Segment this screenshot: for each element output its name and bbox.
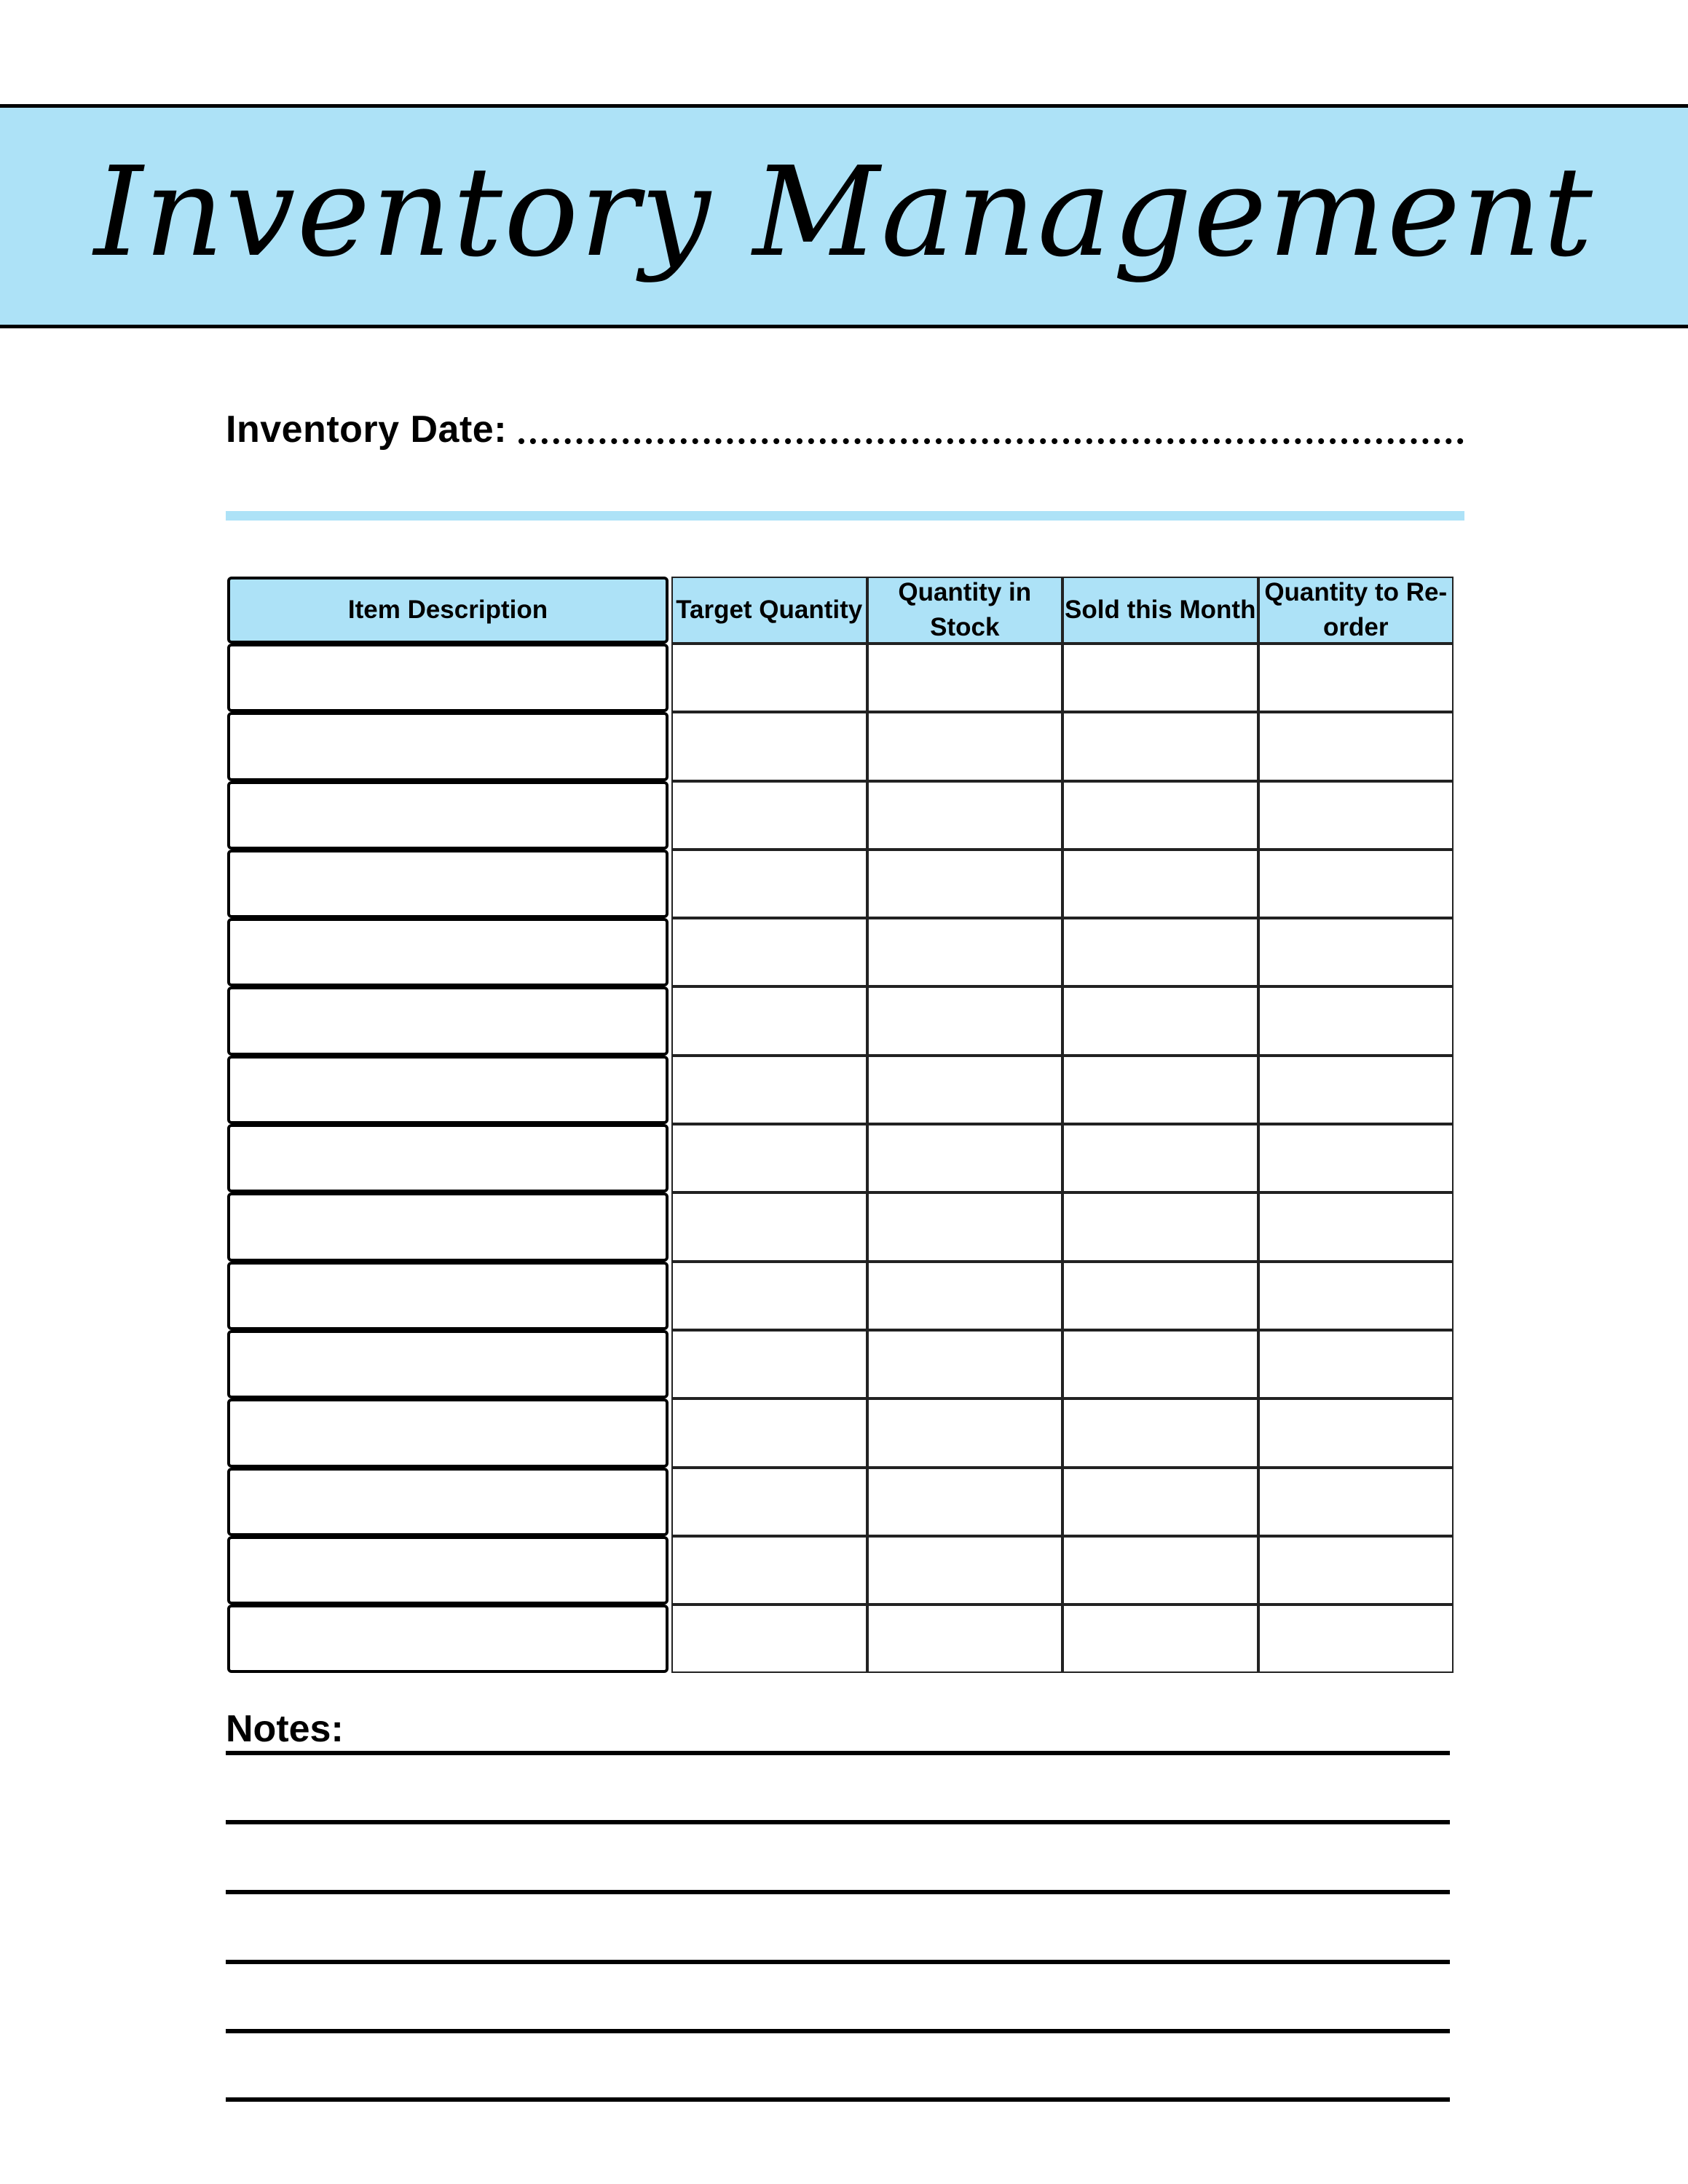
item-description-cell[interactable] (227, 850, 669, 918)
item-description-cell[interactable] (227, 986, 669, 1055)
quantity-cell[interactable] (1062, 1330, 1258, 1398)
quantity-cell[interactable] (1062, 1536, 1258, 1605)
notes-line[interactable] (226, 2029, 1450, 2033)
quantity-cell[interactable] (671, 986, 867, 1055)
notes-label: Notes: (226, 1708, 344, 1750)
inventory-date-row (226, 408, 1464, 451)
table-row (227, 1192, 1454, 1261)
table-row (227, 1056, 1454, 1124)
quantity-cell[interactable] (867, 644, 1063, 712)
item-description-cell[interactable] (227, 712, 669, 780)
quantity-cell[interactable] (1062, 1605, 1258, 1673)
column-header: Item Description (227, 577, 669, 644)
quantity-cell[interactable] (1258, 712, 1454, 780)
item-description-cell[interactable] (227, 1192, 669, 1261)
table-row (227, 712, 1454, 780)
notes-line[interactable] (226, 1960, 1450, 1964)
quantity-cell[interactable] (1062, 1124, 1258, 1192)
quantity-cell[interactable] (1062, 781, 1258, 850)
table-row (227, 644, 1454, 712)
item-description-cell[interactable] (227, 1056, 669, 1124)
item-description-cell[interactable] (227, 644, 669, 712)
quantity-cell[interactable] (671, 644, 867, 712)
quantity-cell[interactable] (1258, 644, 1454, 712)
item-description-cell[interactable] (227, 781, 669, 850)
quantity-cell[interactable] (671, 1536, 867, 1605)
table-row (227, 918, 1454, 986)
table-row (227, 850, 1454, 918)
quantity-cell[interactable] (867, 850, 1063, 918)
table-row (227, 1605, 1454, 1673)
item-description-cell[interactable] (227, 1468, 669, 1536)
column-header: Quantity in Stock (867, 577, 1063, 644)
notes-line[interactable] (226, 2097, 1450, 2102)
item-description-cell[interactable] (227, 1536, 669, 1605)
page-title: Inventory Management (93, 141, 1595, 285)
quantity-cell[interactable] (1258, 1536, 1454, 1605)
quantity-cell[interactable] (867, 1605, 1063, 1673)
quantity-cell[interactable] (671, 1056, 867, 1124)
quantity-cell[interactable] (867, 986, 1063, 1055)
item-description-cell[interactable] (227, 1262, 669, 1330)
quantity-cell[interactable] (1062, 918, 1258, 986)
quantity-cell[interactable] (1258, 1468, 1454, 1536)
quantity-cell[interactable] (1062, 712, 1258, 780)
item-description-cell[interactable] (227, 1330, 669, 1398)
quantity-cell[interactable] (867, 1536, 1063, 1605)
table-row (227, 781, 1454, 850)
table-row (227, 1468, 1454, 1536)
quantity-cell[interactable] (1062, 1398, 1258, 1467)
quantity-cell[interactable] (1258, 1330, 1454, 1398)
quantity-cell[interactable] (671, 781, 867, 850)
table-row (227, 1536, 1454, 1605)
quantity-cell[interactable] (867, 1468, 1063, 1536)
quantity-cell[interactable] (1258, 781, 1454, 850)
item-description-cell[interactable] (227, 918, 669, 986)
inventory-date-label: Inventory Date: (226, 408, 508, 451)
table-row (227, 1262, 1454, 1330)
quantity-cell[interactable] (1062, 986, 1258, 1055)
quantity-cell[interactable] (1062, 850, 1258, 918)
quantity-cell[interactable] (671, 1330, 867, 1398)
quantity-cell[interactable] (1062, 644, 1258, 712)
item-description-cell[interactable] (227, 1398, 669, 1467)
inventory-table (227, 577, 1454, 1673)
quantity-cell[interactable] (1062, 1056, 1258, 1124)
quantity-cell[interactable] (867, 1192, 1063, 1261)
item-description-cell[interactable] (227, 1605, 669, 1673)
table-row (227, 1124, 1454, 1192)
quantity-cell[interactable] (867, 1330, 1063, 1398)
quantity-cell[interactable] (671, 1468, 867, 1536)
quantity-cell[interactable] (867, 1398, 1063, 1467)
item-description-cell[interactable] (227, 1124, 669, 1192)
notes-line[interactable] (226, 1890, 1450, 1894)
quantity-cell[interactable] (671, 1262, 867, 1330)
quantity-cell[interactable] (1258, 1124, 1454, 1192)
quantity-cell[interactable] (671, 1398, 867, 1467)
quantity-cell[interactable] (671, 712, 867, 780)
notes-line[interactable] (226, 1820, 1450, 1824)
quantity-cell[interactable] (867, 1056, 1063, 1124)
quantity-cell[interactable] (1258, 850, 1454, 918)
table-header-row (227, 577, 1454, 644)
quantity-cell[interactable] (867, 1124, 1063, 1192)
column-header: Target Quantity (671, 577, 867, 644)
title-banner (0, 104, 1688, 328)
quantity-cell[interactable] (671, 1124, 867, 1192)
table-row (227, 1398, 1454, 1467)
table-row (227, 1330, 1454, 1398)
column-header: Quantity to Re-order (1258, 577, 1454, 644)
notes-line[interactable] (226, 1751, 1450, 1755)
quantity-cell[interactable] (1258, 1056, 1454, 1124)
quantity-cell[interactable] (867, 1262, 1063, 1330)
table-row (227, 986, 1454, 1055)
quantity-cell[interactable] (1062, 1262, 1258, 1330)
quantity-cell[interactable] (1062, 1468, 1258, 1536)
quantity-cell[interactable] (867, 781, 1063, 850)
inventory-date-field[interactable] (518, 438, 1464, 444)
quantity-cell[interactable] (1258, 918, 1454, 986)
column-header: Sold this Month (1062, 577, 1258, 644)
quantity-cell[interactable] (1258, 1192, 1454, 1261)
quantity-cell[interactable] (671, 850, 867, 918)
quantity-cell[interactable] (1062, 1192, 1258, 1261)
quantity-cell[interactable] (1258, 1262, 1454, 1330)
quantity-cell[interactable] (1258, 986, 1454, 1055)
divider (226, 511, 1464, 521)
quantity-cell[interactable] (1258, 1605, 1454, 1673)
quantity-cell[interactable] (671, 918, 867, 986)
quantity-cell[interactable] (1258, 1398, 1454, 1467)
quantity-cell[interactable] (671, 1605, 867, 1673)
quantity-cell[interactable] (867, 712, 1063, 780)
quantity-cell[interactable] (671, 1192, 867, 1261)
quantity-cell[interactable] (867, 918, 1063, 986)
